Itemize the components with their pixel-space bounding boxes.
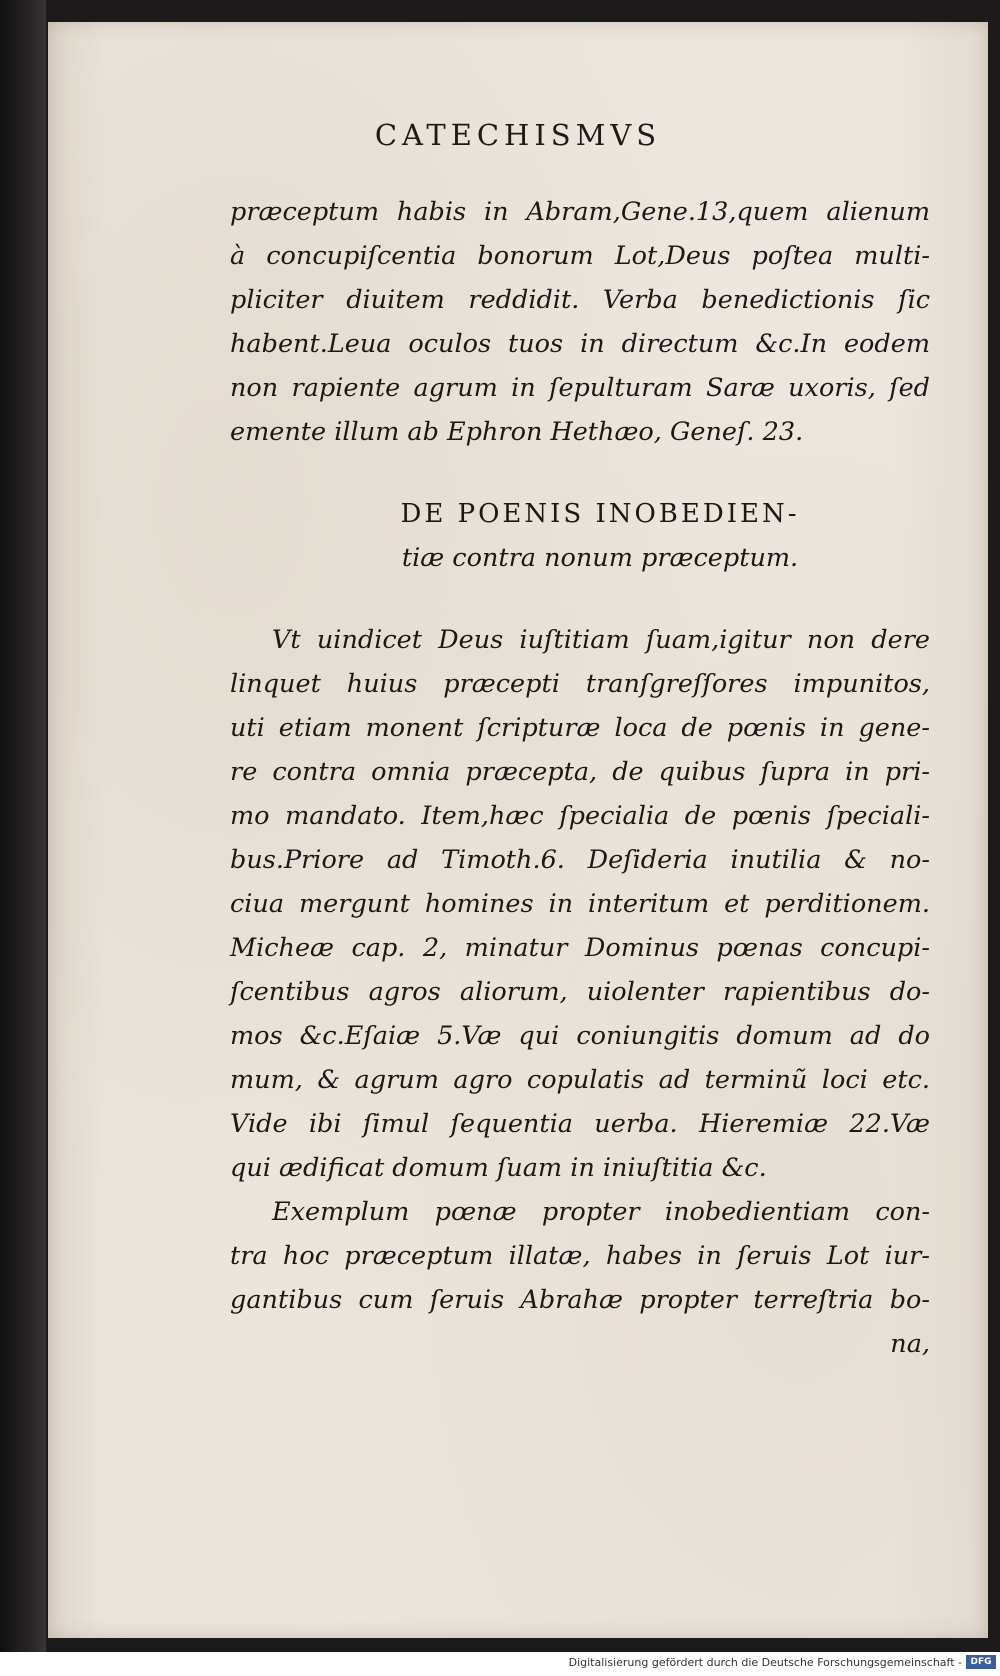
text-line: Micheæ cap. 2, minatur Dominus pœnas concupi- — [230, 933, 930, 963]
text-line: re contra omnia præcepta, de quibus ſupra in pri- — [230, 757, 930, 787]
section-heading: DE POENIS INOBEDIEN- — [400, 499, 800, 529]
text-line: tra hoc præceptum illatæ, habes in ſeruis Lot iur- — [230, 1241, 930, 1271]
text-line: mo mandato. Item,hæc ſpecialia de pœnis ſpeciali- — [230, 801, 930, 831]
book-gutter — [0, 0, 46, 1652]
text-line: habent.Leua oculos tuos in directum &c.In eodem — [230, 329, 930, 359]
section-subheading: tiæ contra nonum præceptum. — [401, 543, 799, 573]
text-line: pliciter diuitem reddidit. Verba benedictionis ſic — [230, 285, 930, 315]
text-line: à concupiſcentia bonorum Lot,Deus poſtea multi- — [230, 241, 930, 271]
catchword: na, — [890, 1329, 930, 1359]
text-line: Vide ibi ſimul ſequentia uerba. Hieremiæ 22.Væ — [230, 1109, 930, 1139]
text-line: Exemplum pœnæ propter inobedientiam con- — [272, 1197, 930, 1227]
text-line: ſcentibus agros aliorum, uiolenter rapientibus do- — [230, 977, 930, 1007]
text-line: gantibus cum ſeruis Abrahæ propter terreſtria bo- — [230, 1285, 930, 1315]
text-line: mos &c.Eſaiæ 5.Væ qui coniungitis domum ad do — [230, 1021, 930, 1051]
text-line: præceptum habis in Abram,Gene.13,quem alienum — [230, 197, 930, 227]
text-line: bus.Priore ad Timoth.6. Deſideria inutilia & no- — [230, 845, 930, 875]
running-head: CATECHISMVS — [374, 118, 662, 152]
text-block — [230, 190, 930, 1366]
text-line: mum, & agrum agro copulatis ad terminũ loci etc. — [230, 1065, 930, 1095]
book-page — [48, 22, 988, 1638]
dfg-logo-icon: DFG — [966, 1655, 996, 1669]
text-line: Vt uindicet Deus iuſtitiam ſuam,igitur non dere — [272, 625, 930, 655]
text-line: uti etiam monent ſcripturæ loca de pœnis in gene- — [230, 713, 930, 743]
text-line: ciua mergunt homines in interitum et perditionem. — [230, 889, 930, 919]
funding-credit: Digitalisierung gefördert durch die Deutsche Forschungsgemeinschaft - — [568, 1656, 962, 1669]
text-line: non rapiente agrum in ſepulturam Saræ uxoris, ſed — [230, 373, 930, 403]
text-line: linquet huius præcepti tranſgreſſores impunitos, — [230, 669, 930, 699]
text-line: qui ædificat domum ſuam in iniuſtitia &c. — [230, 1153, 767, 1183]
text-line: emente illum ab Ephron Hethæo, Geneſ. 23. — [230, 417, 804, 447]
